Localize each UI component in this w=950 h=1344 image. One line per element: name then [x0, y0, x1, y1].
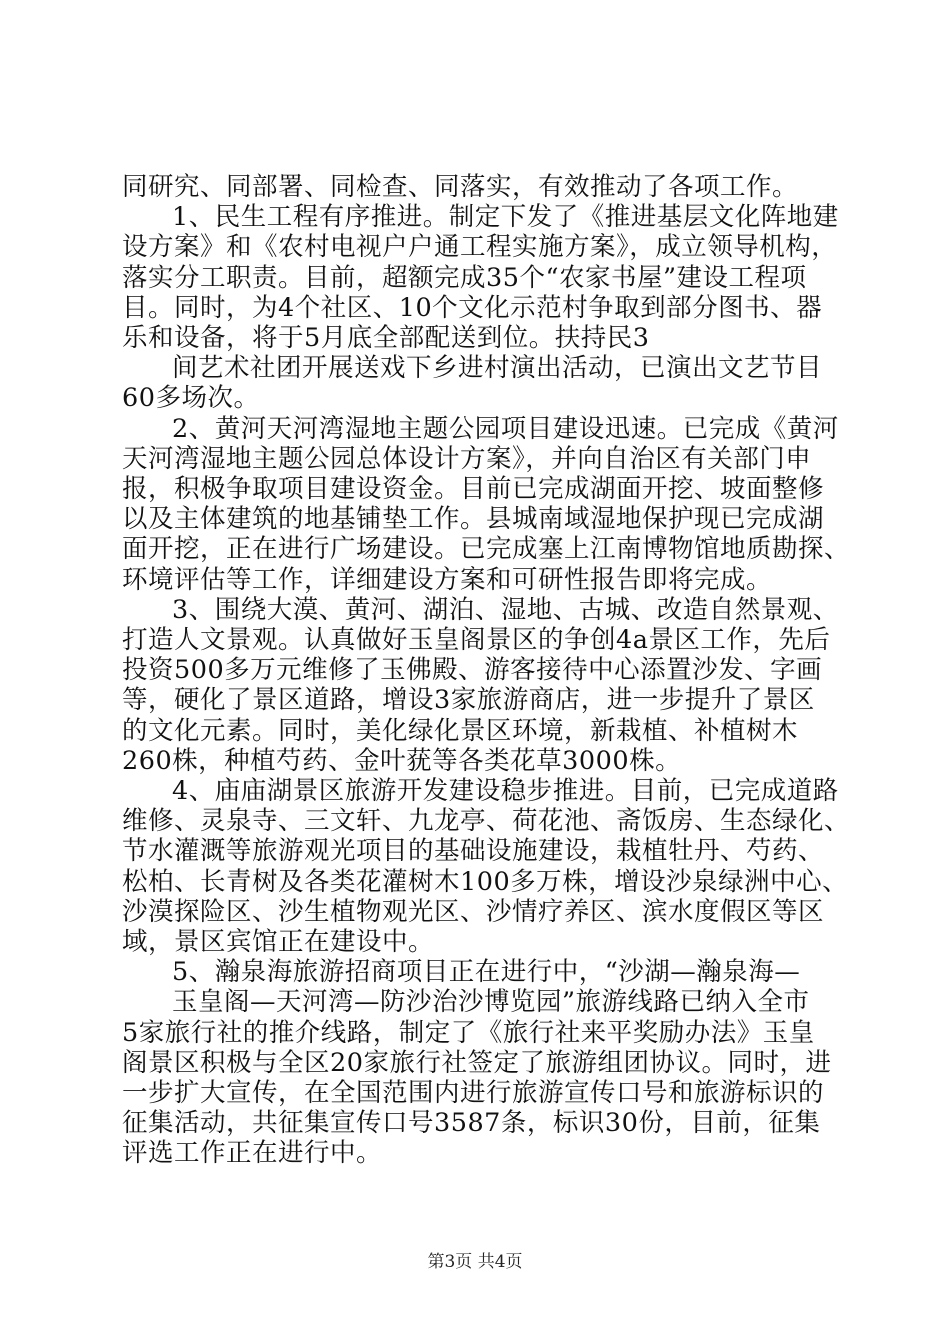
body-line: 4、庙庙湖景区旅游开发建设稳步推进。目前，已完成道路: [172, 776, 839, 806]
body-line: 一步扩大宣传，在全国范围内进行旅游宣传口号和旅游标识的: [122, 1078, 825, 1108]
body-line: 沙漠探险区、沙生植物观光区、沙情疗养区、滨水度假区等区: [122, 896, 825, 927]
body-line: 天河湾湿地主题公园总体设计方案》，并向自治区有关部门申: [122, 443, 812, 474]
body-line: 落实分工职责。目前，超额完成35个“农家书屋”建设工程项: [122, 262, 807, 293]
body-line: 域，景区宾馆正在建设中。: [122, 927, 435, 957]
body-line: 同研究、同部署、同检查、同落实，有效推动了各项工作。: [122, 172, 799, 202]
body-line: 5家旅行社的推介线路，制定了《旅行社来平奖励办法》玉皇: [122, 1017, 815, 1048]
body-line: 设方案》和《农村电视户户通工程实施方案》，成立领导机构，: [122, 232, 838, 263]
body-line: 阁景区积极与全区20家旅行社签定了旅游组团协议。同时，进: [122, 1047, 832, 1078]
body-line: 环境评估等工作，详细建设方案和可研性报告即将完成。: [122, 564, 773, 595]
body-line: 评选工作正在进行中。: [122, 1138, 383, 1169]
body-line: 等，硬化了景区道路，增设3家旅游商店，进一步提升了景区: [122, 685, 815, 716]
body-line: 乐和设备，将于5月底全部配送到位。扶持民3: [122, 323, 650, 353]
body-line: 3、围绕大漠、黄河、湖泊、湿地、古城、改造自然景观、: [172, 594, 839, 625]
body-line: 1、民生工程有序推进。制定下发了《推进基层文化阵地建: [172, 202, 839, 233]
body-line: 2、黄河天河湾湿地主题公园项目建设迅速。已完成《黄河: [172, 413, 839, 444]
body-line: 报，积极争取项目建设资金。目前已完成湖面开挖、坡面整修: [122, 474, 825, 504]
body-line: 打造人文景观。认真做好玉皇阁景区的争创4a景区工作，先后: [122, 625, 831, 655]
body-line: 征集活动，共征集宣传口号3587条，标识30份，目前，征集: [122, 1108, 821, 1139]
body-line: 投资500多万元维修了玉佛殿、游客接待中心添置沙发、字画: [122, 655, 823, 686]
body-line: 节水灌溉等旅游观光项目的基础设施建设，栽植牡丹、芍药、: [122, 836, 825, 867]
body-line: 5、瀚泉海旅游招商项目正在进行中，“沙湖—瀚泉海—: [172, 957, 801, 988]
body-line: 间艺术社团开展送戏下乡进村演出活动，已演出文艺节目: [172, 353, 823, 384]
body-line: 以及主体建筑的地基铺垫工作。县城南域湿地保护现已完成湖: [122, 504, 825, 535]
body-line: 目。同时，为4个社区、10个文化示范村争取到部分图书、器: [122, 292, 823, 323]
body-line: 的文化元素。同时，美化绿化景区环境，新栽植、补植树木: [122, 715, 799, 746]
body-line: 松柏、长青树及各类花灌树木100多万株，增设沙泉绿洲中心、: [122, 866, 849, 897]
body-line: 玉皇阁—天河湾—防沙治沙博览园”旅游线路已纳入全市: [172, 987, 810, 1018]
body-line: 60多场次。: [122, 383, 260, 414]
body-line: 面开挖，正在进行广场建设。已完成塞上江南博物馆地质勘探、: [122, 534, 851, 565]
page-number-footer: 第3页 共4页: [427, 1252, 523, 1272]
body-line: 260株，种植芍药、金叶莸等各类花草3000株。: [122, 745, 682, 776]
body-line: 维修、灵泉寺、三文轩、九龙亭、荷花池、斋饭房、生态绿化、: [122, 806, 851, 837]
